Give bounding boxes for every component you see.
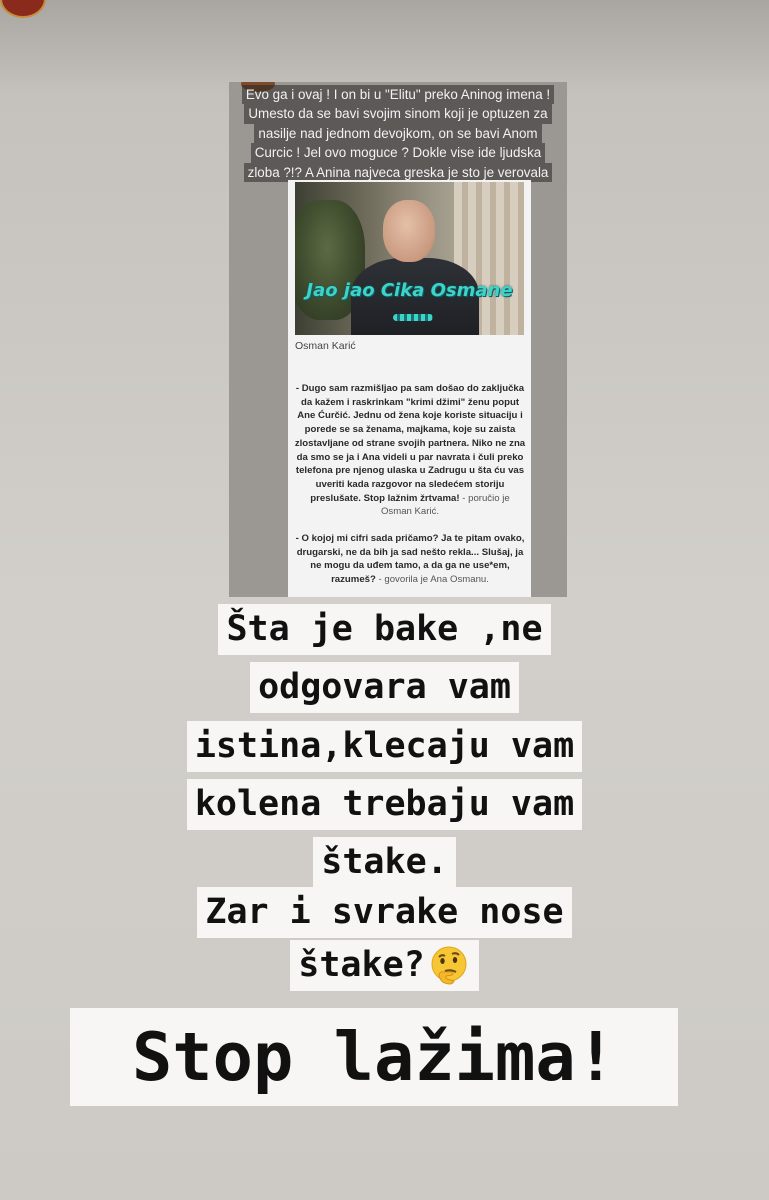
- caption-line: nasilje nad jednom devojkom, on se bavi Anom: [254, 124, 541, 143]
- stop-headline: Stop lažima!: [70, 1008, 678, 1106]
- caption-line: zloba ?!? A Anina najveca greska je sto je verovala: [244, 163, 553, 182]
- story-line-with-emoji: [290, 940, 478, 991]
- article-paragraph-2: [294, 532, 526, 587]
- story-line: štake.: [313, 837, 455, 888]
- story-text-line-5: [0, 837, 769, 888]
- paragraph-1-quote: - Dugo sam razmišljao pa sam došao do zaključka da kažem i raskrinkam "krimi džimi" ženu poput Ane Ćurčić. Jednu od žena koje koriste situaciju i porede se sa ženama, majkama, koje su zaista zlostavljane od strane svojih partnera. Niko ne zna da smo se ja i Ana videli u par navrata i čuli preko telefona pre njenog ulaska u Zadrugu u šta ću vas uveriti kada razgovor na sledećem storiju preslušate. Stop lažnim žrtvama!: [294, 383, 526, 504]
- story-text-line-6: [0, 887, 769, 938]
- story-line: Zar i svrake nose: [197, 887, 571, 938]
- story-line: kolena trebaju vam: [187, 779, 582, 830]
- caption-line: Evo ga i ovaj ! I on bi u "Elitu" preko Aninog imena !: [242, 85, 554, 104]
- article-byline: Osman Karić: [295, 340, 356, 352]
- paragraph-2-attribution: - govorila je Ana Osmanu.: [375, 574, 489, 586]
- paragraph-1-attribution: - poručio je Osman Karić.: [380, 492, 510, 518]
- caption-line: Umesto da se bavi svojim sinom koji je optuzen za: [244, 104, 551, 123]
- caption-line: Curcic ! Jel ovo moguce ? Dokle vise ide ljudska: [251, 143, 546, 162]
- story-line: odgovara vam: [250, 662, 519, 713]
- news-article: [288, 180, 531, 597]
- story-line: Šta je bake ,ne: [218, 604, 550, 655]
- story-text-line-3: [0, 721, 769, 772]
- article-paragraph-1: [294, 382, 526, 519]
- story-text-line-7: [0, 940, 769, 991]
- thinking-face-icon: [427, 944, 471, 988]
- profile-avatar[interactable]: [0, 0, 46, 18]
- story-text-line-2: [0, 662, 769, 713]
- photo-overlay-text: Jao jao Cika Osmane: [306, 280, 513, 301]
- story-text-line-1: [0, 604, 769, 655]
- story-line: istina,klecaju vam: [187, 721, 582, 772]
- overlay-dots-decoration: [393, 314, 433, 321]
- story-line: štake?: [298, 945, 425, 985]
- embedded-screenshot: [229, 82, 567, 597]
- paragraph-2-quote: - O kojoj mi cifri sada pričamo? Ja te pitam ovako, drugarski, ne da bih ja sad nešto rekla... Slušaj, ja ne mogu da uđem tamo, a da ga ne use*em, razumeš?: [295, 533, 525, 586]
- story-text-line-4: [0, 779, 769, 830]
- person-head-shape: [383, 200, 435, 262]
- article-photo: [295, 182, 524, 335]
